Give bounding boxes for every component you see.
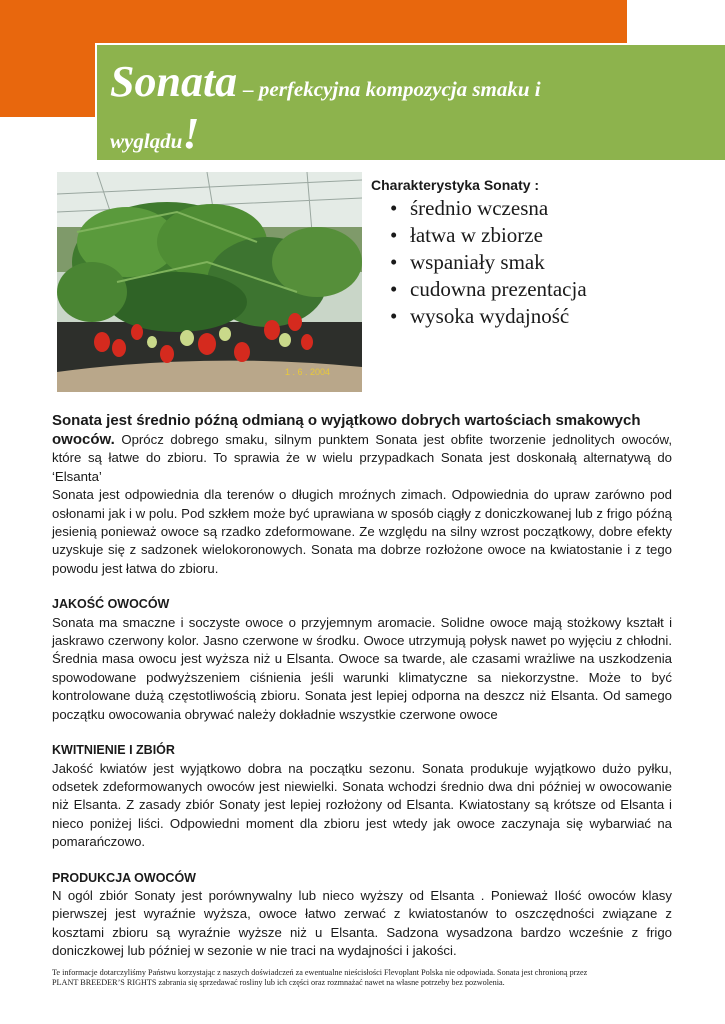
characteristic-item: • wysoka wydajność: [390, 303, 587, 330]
header-orange-side-block: [0, 43, 95, 117]
title-subtitle-part2: wyglądu: [110, 129, 183, 153]
characteristic-item: • cudowna prezentacja: [390, 276, 587, 303]
characteristic-item: • średnio wczesna: [390, 195, 587, 222]
document-body: [52, 411, 672, 961]
section-text-production: N ogól zbiór Sonaty jest porównywalny lub nieco wyższy od Elsanta . Ponieważ Ilość owoców klasy pierwszej jest wyraźnie wyższa, owoce łatwo zerwać z kwiatostanów to oszczędności związane z kosztami zbioru są wyraźnie wyższe niż u Elsanta. Sadzona wysadzona bardzo wcześnie z frigo doniczkowej lub później w sezonie w nie traci na wydajności i jakości.: [52, 887, 672, 959]
section-text-fruit-quality: Sonata ma smaczne i soczyste owoce o przyjemnym aromacie. Solidne owoce mają stożkowy kształt i jaskrawo czerwony kolor. Jasno czerwone w środku. Owoce utrzymują połysk nawet po wyjęciu z chłodni. Średnia masa owocu jest wyższa niż u Elsanta. Owoce sa twarde, ale czasami wrażliwe na uszkodzenia spowodowane podwyższeniem ciśnienia jeśli warunki klimatyczne sa niekorzystne. Może to być kontrolowane dużą częstotliwością zbioru. Sonata jest lepiej odporna na deszcz niż Elsanta. Od samego początku owocowania obrywać należy dokładnie wszystkie czerwone owoce: [52, 614, 672, 722]
characteristic-item: • wspaniały smak: [390, 249, 587, 276]
title-exclamation: !: [182, 109, 200, 158]
intro-lead-text: Sonata jest średnio późną odmianą o wyjątkowo dobrych wartościach smakowych: [52, 412, 641, 429]
footer-disclaimer: [52, 968, 682, 988]
section-heading-flowering: KWITNIENIE I ZBIÓR: [52, 743, 175, 758]
photo-date-stamp: 1 . 6 . 2004: [285, 367, 331, 377]
intro-text: Oprócz dobrego smaku, silnym punktem Sonata jest obfite tworzenie jednolitych owoców, które są łatwe do zbioru. To sprawia że w wielu przypadkach Sonata jest doskonałą alternatywą do ‘Elsanta’: [52, 432, 672, 484]
intro-lead-end: owoców.: [52, 431, 115, 448]
page-title: [110, 56, 541, 107]
section-heading-production: PRODUKCJA OWOCÓW: [52, 870, 196, 885]
intro-lead: [52, 411, 672, 431]
intro-paragraph-2: Sonata jest odpowiednia dla terenów o długich mroźnych zimach. Odpowiednia do upraw zarówno pod osłonami jak i w polu. Pod szkłem może być uprawiana w sposób ciągły z doniczkowanej lub z frigo późną jesienią ponieważ owoce są rzadko zdeformowane. Ze względu na silny wzrost początkowy, dobre efekty uzyskuje się z sadzonek wielokoronowych. Sonata ma dobrze rozłożone owoce na kwiatostanie i z tego powodu jest łatwa do zbioru.: [52, 487, 672, 576]
page-title-line2: [110, 108, 199, 159]
characteristic-item: • łatwa w zbiorze: [390, 222, 587, 249]
intro-paragraph: [52, 431, 672, 486]
title-main: Sonata: [110, 57, 238, 106]
characteristics-heading: Charakterystyka Sonaty :: [371, 177, 540, 193]
strawberry-plant-photo: [57, 172, 362, 392]
title-subtitle-part1: – perfekcyjna kompozycja smaku i: [243, 77, 541, 101]
section-text-flowering: Jakość kwiatów jest wyjątkowo dobra na początku sezonu. Sonata produkuje wyjątkowo dużo pyłku, odsetek zdeformowanych owoców jest niewielki. Sonata wchodzi średnio dwa dni później w owocowanie niż Elsanta. Z zasady zbiór Sonaty jest lepiej rozłożony od Elsanta. Kwiatostany są krótsze od Elsanta i nieco poniżej liści. Odpowiedni moment dla zbioru jest wtedy jak owoce zaczynaja się wybarwiać na pomarańczowo.: [52, 760, 672, 850]
characteristics-list: [390, 195, 587, 330]
footer-line: PLANT BREEDER’S RIGHTS zabrania się sprzedawać rosliny lub ich części oraz rozmnażać nawet na własne potrzeby bez pozwolenia.: [52, 978, 505, 987]
section-heading-fruit-quality: JAKOŚĆ OWOCÓW: [52, 597, 170, 612]
header-orange-bar: [0, 0, 627, 43]
footer-line: Te informacje dotarczyliśmy Państwu korzystając z naszych doświadczeń za ewentualne nieścisłości Flevoplant Polska nie odpowiada. Sonata jest chronioną przez: [52, 968, 588, 977]
